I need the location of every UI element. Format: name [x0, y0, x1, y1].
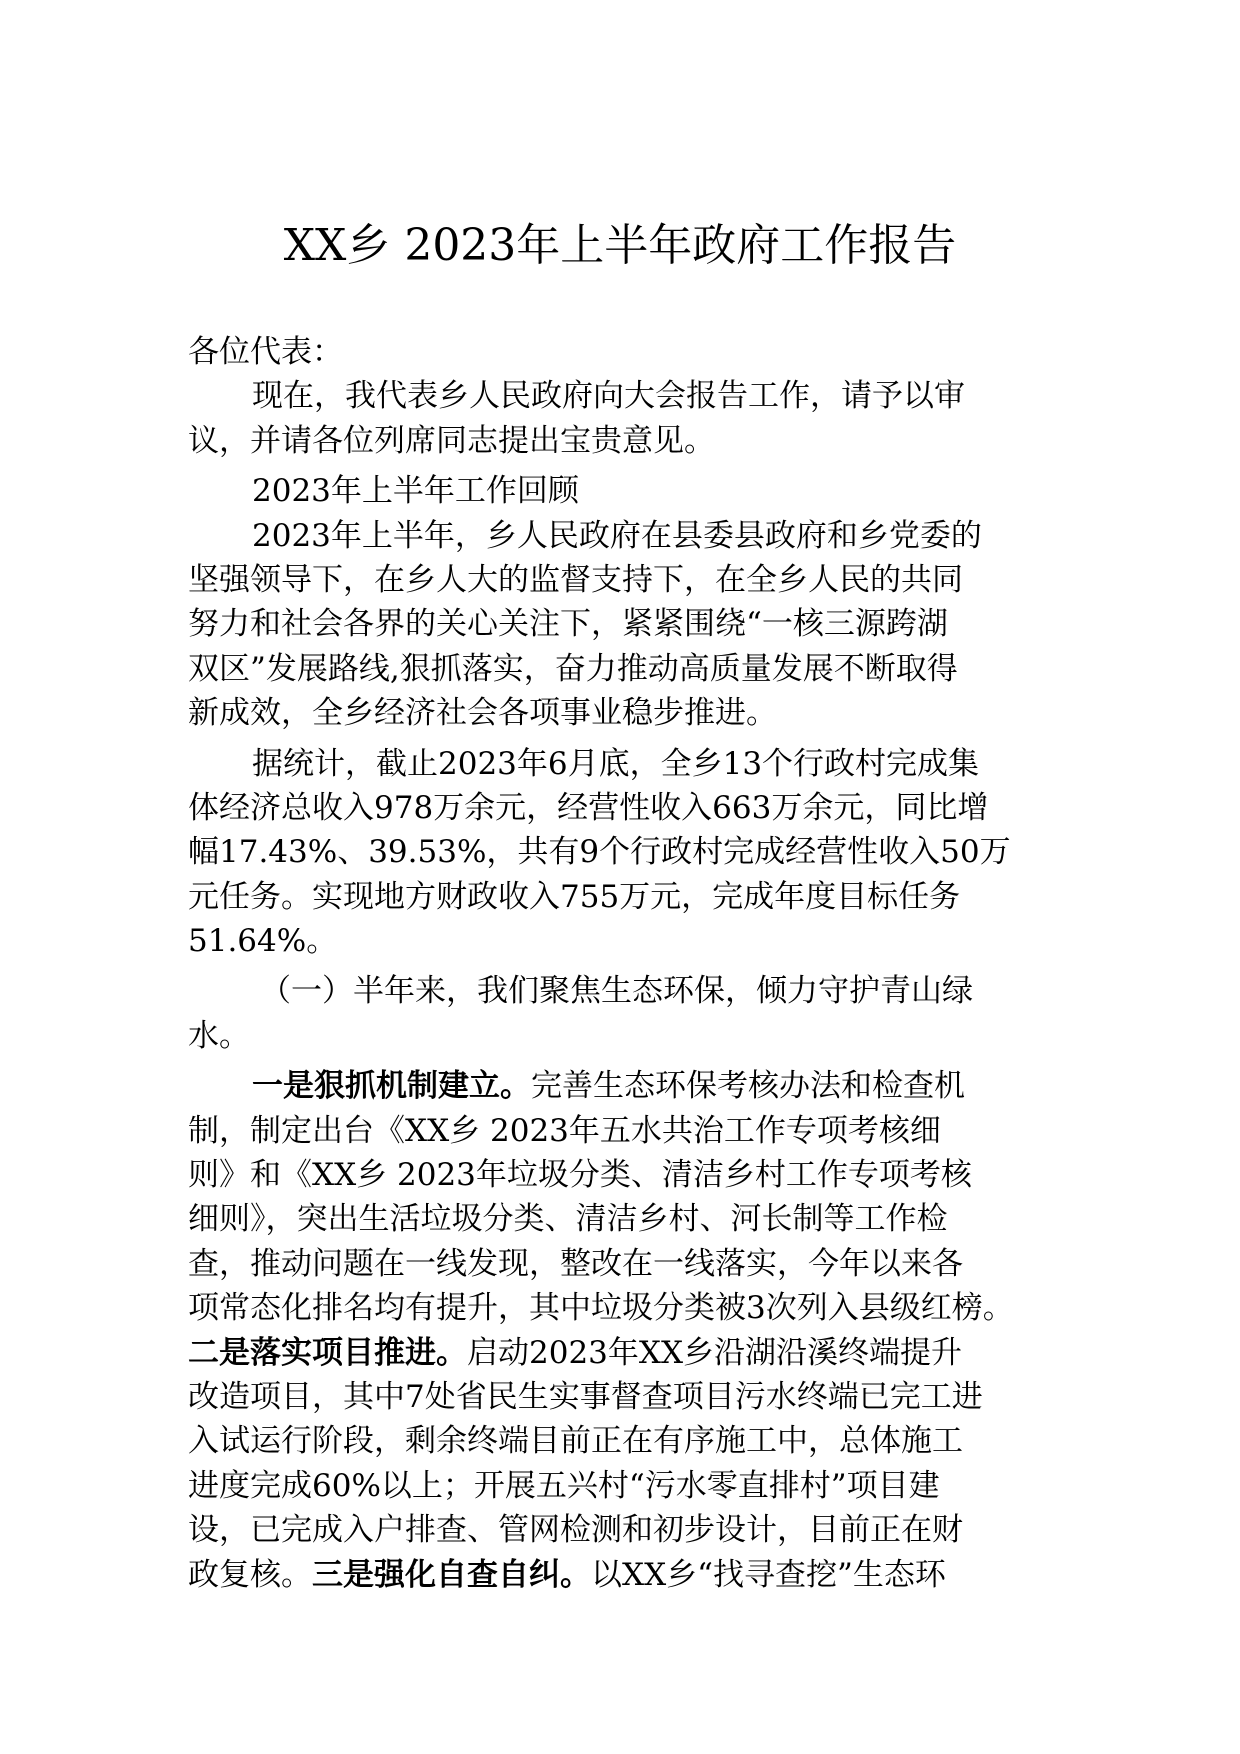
bold-lead-2: 二是落实项目推进。: [188, 1334, 467, 1371]
p1-line: 则》和《XX乡 2023年垃圾分类、清洁乡村工作专项考核: [188, 1157, 972, 1194]
document-title: XX乡 2023年上半年政府工作报告: [283, 220, 957, 271]
stats-line: 据统计，截止2023年6月底，全乡13个行政村完成集: [252, 745, 980, 782]
p1-text: 政复核。: [188, 1556, 312, 1593]
p1-line: 项常态化排名均有提升，其中垃圾分类被3次列入县级红榜。: [188, 1290, 1014, 1327]
section-heading-review: 2023年上半年工作回顾: [252, 473, 579, 510]
p1-line: 入试运行阶段，剩余终端目前正在有序施工中，总体施工: [188, 1423, 963, 1460]
p1-line: [188, 1064, 1058, 1108]
review-line: 努力和社会各界的关心关注下，紧紧围绕“一核三源跨湖: [188, 606, 948, 643]
p1-line: 细则》，突出生活垃圾分类、清洁乡村、河长制等工作检: [188, 1201, 948, 1238]
review-line: 2023年上半年，乡人民政府在县委县政府和乡党委的: [252, 517, 982, 554]
intro-line: 现在，我代表乡人民政府向大会报告工作，请予以审: [252, 378, 965, 415]
p1-text: 启动2023年XX乡沿湖沿溪终端提升: [467, 1334, 963, 1371]
p1-text: 以XX乡“找寻查挖”生态环: [591, 1556, 946, 1593]
p1-line: 改造项目，其中7处省民生实事督查项目污水终端已完工进: [188, 1378, 983, 1415]
bold-lead-3: 三是强化自查自纠。: [312, 1556, 591, 1593]
document-body: [188, 330, 1058, 1597]
p1-line: [188, 1553, 1058, 1597]
review-line: 坚强领导下，在乡人大的监督支持下，在全乡人民的共同: [188, 561, 963, 598]
section-heading-one-cont: 水。: [188, 1017, 250, 1054]
p1-line: 设，已完成入户排查、管网检测和初步设计，目前正在财: [188, 1512, 963, 1549]
p1-line: 进度完成60%以上；开展五兴村“污水零直排村”项目建: [188, 1467, 940, 1504]
p1-line: [188, 1331, 1058, 1375]
salutation: 各位代表：: [188, 334, 343, 370]
review-line: 双区”发展路线,狠抓落实，奋力推动高质量发展不断取得: [188, 650, 958, 687]
stats-line: 元任务。实现地方财政收入755万元，完成年度目标任务: [188, 878, 961, 915]
intro-line: 议，并请各位列席同志提出宝贵意见。: [188, 422, 715, 459]
stats-line: 体经济总收入978万余元，经营性收入663万余元，同比增: [188, 789, 989, 826]
p1-text: 完善生态环保考核办法和检查机: [531, 1068, 965, 1105]
p1-line: 查，推动问题在一线发现，整改在一线落实，今年以来各: [188, 1245, 963, 1282]
stats-line: 51.64%。: [188, 923, 338, 960]
review-line: 新成效，全乡经济社会各项事业稳步推进。: [188, 695, 777, 732]
section-heading-one: （一）半年来，我们聚焦生态环保，倾力守护青山绿: [260, 973, 973, 1010]
stats-line: 幅17.43%、39.53%，共有9个行政村完成经营性收入50万: [188, 834, 1011, 871]
p1-line: 制，制定出台《XX乡 2023年五水共治工作专项考核细: [188, 1112, 941, 1149]
bold-lead-1: 一是狠抓机制建立。: [252, 1068, 531, 1105]
